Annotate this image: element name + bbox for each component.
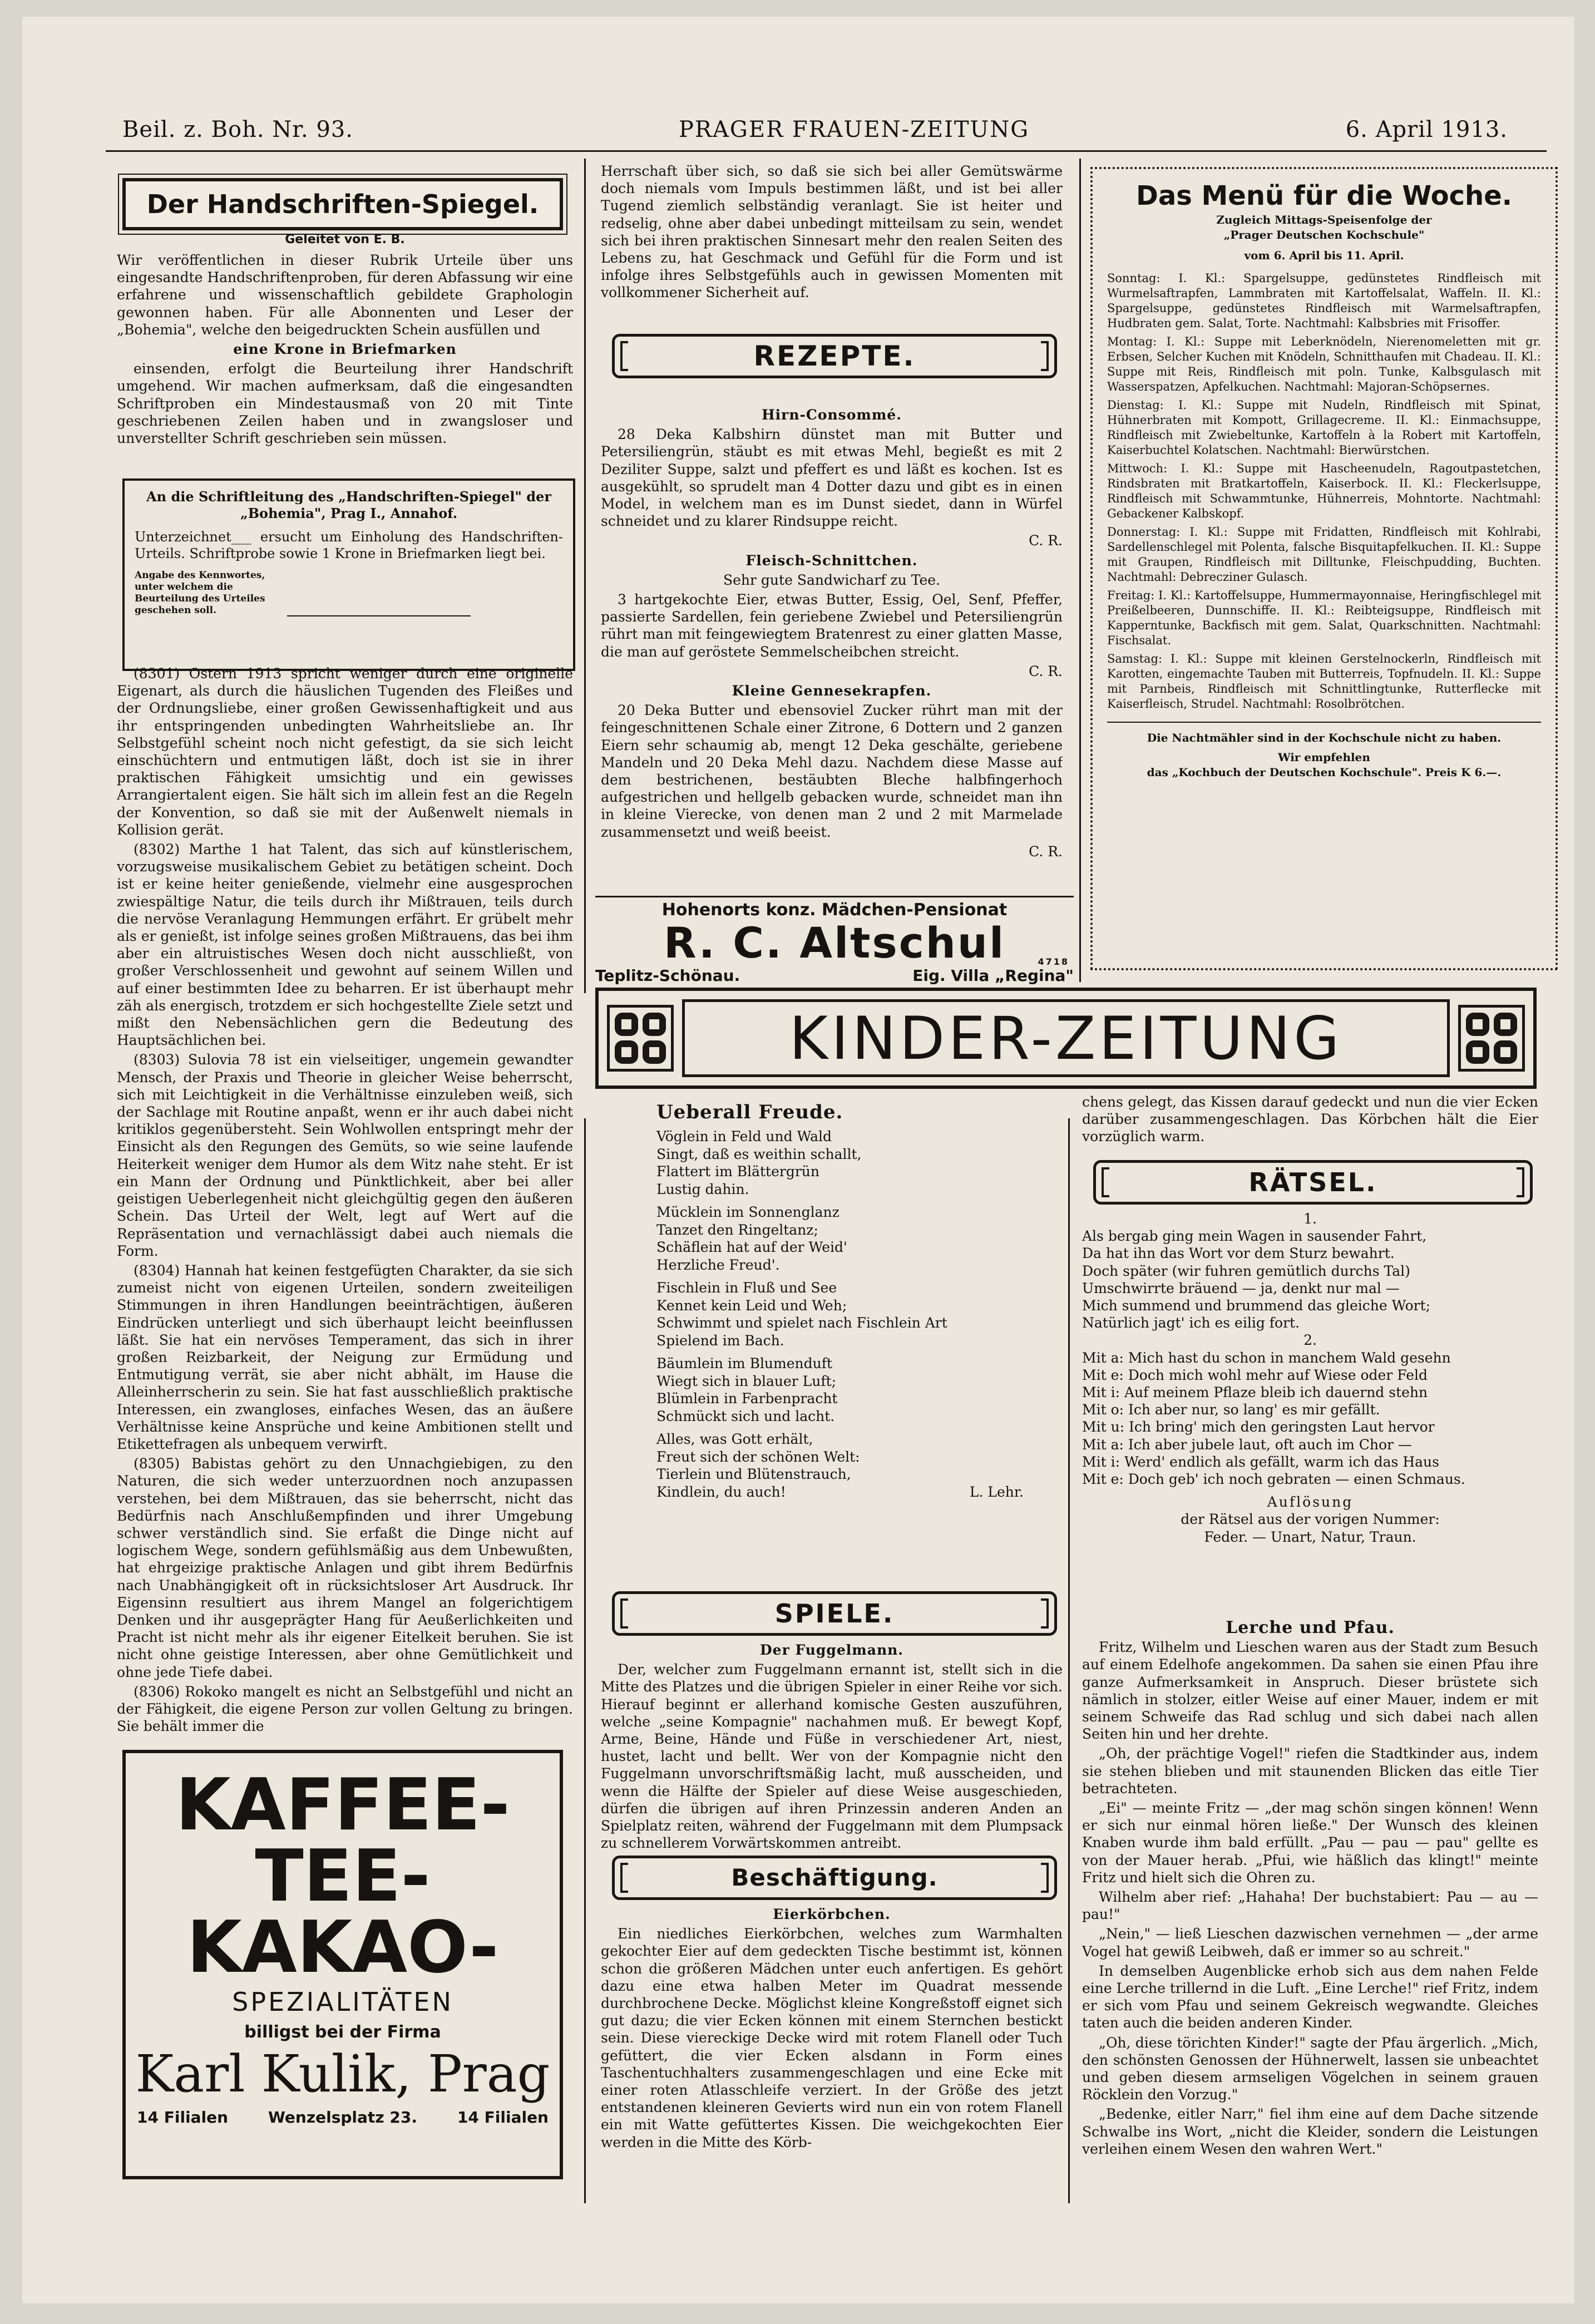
story-title: Lerche und Pfau. [1226, 1619, 1395, 1637]
menu-day: Donnerstag: I. Kl.: Suppe mit Fridatten, Rindfleisch mit Kohlrabi, Sardellenschlegel mit Polenta, falsche Bisquitapfelkuchen. II. Kl.: Suppe mit Graupen, Rindfleisch mit Dilltunke, Fleischpudding, Buchten. Nachtmahl: Debrecziner Gulasch. [1107, 525, 1541, 584]
game-text: Der, welcher zum Fuggelmann ernannt ist, stellt sich in die Mitte des Platzes und die übrigen Spieler in einer Reihe vor sich. Hierauf beginnt er allerhand komische Gesten auszuführen, welche „seine Kompagnie" nachahmen muß. Er bewegt Kopf, Arme, Beine, Hände und Füße in verschiedener Art, niest, hustet, lacht und bellt. Wer von der Kompagnie nicht den Fuggelmann unvorschriftsmäßig lacht, muß ausscheiden, und wenn die Hälfte der Spieler auf diese Weise ausgeschieden, dürfen die übrigen auf ihren Prinzessin anderen Anden an Spielplatz reiten, während der Fuggelmann mit dem Plumpsack zu schnellerem Vorwärtskommen antreibt. [601, 1661, 1063, 1852]
story-paragraph: „Nein," — ließ Lieschen dazwischen vernehmen — „der arme Vogel hat gewiß Leibweh, daß er immer so au schreit." [1082, 1926, 1538, 1960]
menu-subtitle1: Zugleich Mittags-Speisenfolge der [1216, 213, 1432, 226]
menu-footer3: das „Kochbuch der Deutschen Kochschule". Preis K 6.—. [1147, 766, 1502, 779]
ad-line-tee: TEE- [255, 1835, 431, 1918]
poem-line: Singt, daß es weithin schallt, [656, 1146, 862, 1162]
poem-line: Tanzet den Ringeltanz; [656, 1221, 818, 1238]
menu-day: Mittwoch: I. Kl.: Suppe mit Hascheenudeln, Ragoutpastetchen, Rindsbraten mit Bratkartoffeln, Kaiserbock. II. Kl.: Fleckerlsuppe, Rindfleisch mit Schwammtunke, Hühnerreis, Mohntorte. Nachtmahl: Gebackener Kalbskopf. [1107, 462, 1541, 520]
riddle-number: 2. [1303, 1332, 1317, 1349]
poem-text [656, 1128, 1057, 1501]
solution-text: Feder. — Unart, Natur, Traun. [1204, 1528, 1416, 1545]
poem-line: Flattert im Blättergrün [656, 1163, 819, 1180]
entry: (8302) Marthe 1 hat Talent, das sich auf künstlerischem, vorzugsweise musikalischem Gebiet zu betätigen scheint. Doch ist er keine heiter genießende, vielmehr eine ausgesprochen zwiespältige Natur, die teils durch ihr Mißtrauen, teils durch die nervöse Veranlagung Hemmungen erfährt. Er grübelt mehr als er genießt, ist infolge seines großen Mißtrauens, das bei ihm aber ein altruistisches Wesen doch nicht ausschließt, von großer Verschlossenheit und gewohnt auf seinem Willen und auf einer bestimmten Idee zu beharren. Er ist überhaupt mehr zäh als energisch, trotzdem er sich hochgestellte Ziele setzt und mißt den Nebensächlichen gern die Bedeutung des Hauptsächlichen bei. [117, 841, 573, 1049]
poem-line: Vöglein in Feld und Wald [656, 1128, 832, 1145]
spiele-heading: SPIELE. [612, 1591, 1057, 1636]
menu-subtitle2: „Prager Deutschen Kochschule" [1223, 228, 1425, 241]
craft-continuation [1082, 1093, 1538, 1154]
riddle-line: Als bergab ging mein Wagen in sausender Fahrt, [1082, 1228, 1427, 1245]
menu-day: Sonntag: I. Kl.: Spargelsuppe, gedünstetes Rindfleisch mit Wurmelsaftrapfen, Lammbraten mit Kartoffelsalat, Waffeln. II. Kl.: Spargelsuppe, gedünstetes Rindfleisch mit Warmelsaftrapfen, Hudbraten gem. Salat, Torte. Nachtmahl: Kalbsbries mit Frisoffer. [1107, 272, 1541, 330]
poem-line: Spielend im Bach. [656, 1332, 784, 1349]
story-paragraph: „Oh, diese törichten Kinder!" sagte der Pfau ärgerlich. „Mich, den schönsten Genossen der Hühnerwelt, lassen sie unbeachtet und geben diesem armseligen Vögelchen in seinem grauen Röcklein den Vorzug." [1082, 2034, 1538, 2103]
pensionat-advertisement [595, 896, 1074, 985]
coupon-blank-line[interactable] [287, 604, 471, 616]
recipe-subtitle: Sehr gute Sandwicharf zu Tee. [723, 571, 940, 588]
recipe-signature: C. R. [1029, 843, 1063, 860]
raetsel-heading: RÄTSEL. [1093, 1160, 1533, 1205]
kinder-zeitung-title: KINDER-ZEITUNG [682, 999, 1450, 1077]
handwriting-mirror-subtitle: Geleitet von E. B. [285, 233, 405, 246]
menu-day: Samstag: I. Kl.: Suppe mit kleinen Gerstelnockerln, Rindfleisch mit Karotten, eingemachte Tauben mit Butterreis, Topfnudeln. II. Kl.: Suppe mit Parnbeis, Rindfleisch mit Schnittlingtunke, Rutterflecke mit Kaiserfleisch, Strudel. Nachtmahl: Rosolbrötchen. [1107, 652, 1541, 710]
intro-text-2: einsenden, erfolgt die Beurteilung ihrer Handschrift umgehend. Wir machen aufmerksam, daß die eingesandten Schriftproben ein Mindestausmaß von 20 mit Tinte geschriebenen Zeilen haben und in zwangsloser und unverstellter Schrift geschrieben sein müssen. [117, 361, 573, 447]
column-rule-1 [584, 159, 586, 993]
recipe-title: Kleine Gennesekrapfen. [732, 683, 932, 699]
coupon-text: Unterzeichnet___ ersucht um Einholung des Handschriften-Urteils. Schriftprobe sowie 1 Krone in Briefmarken liegt bei. [135, 529, 563, 561]
coupon-address: An die Schriftleitung des „Handschriften-Spiegel" der „Bohemia", Prag I., Annahof. [146, 489, 551, 521]
ad-branches-left: 14 Filialen [137, 2108, 229, 2126]
handwriting-entries [117, 665, 573, 1739]
solution-title: Auflösung [1267, 1494, 1354, 1511]
clover-ornament-icon [599, 996, 682, 1080]
handwriting-continuation [601, 162, 1063, 329]
intro-text: Wir veröffentlichen in dieser Rubrik Urteile über uns eingesandte Handschriftenproben, für deren Abfassung wir eine erfahrene und wissenschaftlich gebildete Graphologin gewonnen haben. Für alle Abonnenten und Leser der „Bohemia", welche den beigedruckten Schein ausfüllen und [117, 252, 573, 338]
menu-footer2: Wir empfehlen [1278, 751, 1370, 764]
recipe-text: 20 Deka Butter und ebensoviel Zucker rührt man mit der feingeschnittenen Schale einer Zitrone, 6 Dottern und 2 ganzen Eiern sehr schaumig ab, mengt 12 Deka geschälte, geriebene Mandeln und 20 Deka Mehl dazu. Nachdem diese Masse auf dem bestrichenen, bestäubten Bleche halbfingerhoch aufgestrichen und hellgelb gebacken wurde, schneidet man ihn in kleine Vierecke, von denen man 2 und 2 mit Marmelade zusammensetzt und weiß beeist. [601, 702, 1063, 840]
coupon-note: Angabe des Kennwortes, unter welchem die Beurteilung des Urteiles geschehen soll. [135, 570, 265, 616]
solution-subtitle: der Rätsel aus der vorigen Nummer: [1181, 1511, 1440, 1528]
recipes-body [601, 406, 1063, 896]
newspaper-title: PRAGER FRAUEN-ZEITUNG [679, 117, 1030, 142]
handwriting-mirror-title: Der Handschriften-Spiegel. [122, 178, 563, 230]
poem-line: Kindlein, du auch! [656, 1483, 786, 1500]
ad-company-name: Karl Kulik, Prag [135, 2044, 550, 2104]
menu-day: Freitag: I. Kl.: Kartoffelsuppe, Hummermayonnaise, Heringfischlegel mit Preißelbeeren, Dunnschiffe. II. Kl.: Reibteigsuppe, Rindfleisch mit Kapperntunke, Backfisch mit gem. Salat, Quarkschnitten. Nachtmahl: Fischsalat. [1107, 589, 1541, 647]
pensionat-town: Teplitz-Schönau. [595, 966, 740, 985]
menu-day: Montag: I. Kl.: Suppe mit Leberknödeln, Nierenomeletten mit gr. Erbsen, Selcher Kuchen mit Knödeln, Schnitthaufen mit Chadeau. II. Kl.: Suppe mit Reis, Rindfleisch mit poln. Tunke, Kalbsgulasch mit Wasserspatzen, Apfelkuchen. Nachtmahl: Majoran-Schöpsernes. [1107, 335, 1541, 393]
entry: (8303) Sulovia 78 ist ein vielseitiger, ungemein gewandter Mensch, der Praxis und Theorie in gleicher Weise beherrscht, sich mit Leichtigkeit in die Verhältnisse einzuleben weiß, sich der Sachlage mit Routine anpaßt, wenn er ihr auch dabei nicht kritiklos gegenübersteht. Sein Wohlwollen entspringt mehr der Einsicht als den Regungen des Gemüts, so wie seine laufende Heiterkeit weniger dem Humor als dem Witz nahe steht. Er ist ein Mann der Ordnung und Pünktlichkeit, aber bei aller geistigen Ueberlegenheit nicht gleichgültig gegen den äußeren Schein. Das Urteil der Welt, legt auf Wert auf die Repräsentation und vernachlässigt dabei auch niemals die Form. [117, 1052, 573, 1259]
weekly-menu [1090, 167, 1558, 970]
running-head [122, 111, 1508, 156]
header-rule [106, 150, 1547, 152]
crown-note: eine Krone in Briefmarken [233, 341, 457, 358]
story-paragraph: In demselben Augenblicke erhob sich aus dem nahen Felde eine Lerche trillernd in die Luft. „Eine Lerche!" rief Fritz, indem er sich vom Pfau und seinem Gekreisch wegwandte. Gleiches taten auch die beiden anderen Kinder. [1082, 1962, 1538, 2031]
riddle-line: Mit i: Auf meinem Pflaze bleib ich dauernd stehn [1082, 1384, 1428, 1401]
kinder-zeitung-banner [595, 988, 1537, 1089]
poem-block [634, 1102, 1057, 1586]
poem-title: Ueberall Freude. [656, 1102, 843, 1123]
riddles-body [1082, 1210, 1538, 1622]
poem-line: Wiegt sich in blauer Luft; [656, 1373, 837, 1389]
poem-line: Schwimmt und spielet nach Fischlein Art [656, 1315, 947, 1331]
ad-line-kakao: KAKAO- [186, 1906, 499, 1989]
entry: (8306) Rokoko mangelt es nicht an Selbstgefühl und nicht an der Fähigkeit, die eigene Person zur vollen Geltung zu bringen. Sie behält immer die [117, 1683, 573, 1735]
recipes-heading: REZEPTE. [612, 334, 1057, 378]
recipe-title: Fleisch-Schnittchen. [745, 552, 918, 569]
recipe-title: Hirn-Consommé. [762, 407, 902, 423]
story-body [1082, 1619, 1538, 2198]
pensionat-code: 4718 [1038, 956, 1069, 967]
recipe-text: 3 hartgekochte Eier, etwas Butter, Essig, Oel, Senf, Pfeffer, passierte Sardellen, fein geriebene Zwiebel und Petersiliengrün rührt man mit feingewiegtem Bratenrest zu einer glatten Masse, die man auf geröstete Semmelscheibchen streicht. [601, 591, 1063, 660]
pensionat-line1: Hohenorts konz. Mädchen-Pensionat [661, 900, 1008, 920]
craft-text: Ein niedliches Eierkörbchen, welches zum Warmhalten gekochter Eier auf dem gedeckten Tische bestimmt ist, können schon die größeren Mädchen unter euch anfertigen. Es gehört dazu eine etwa halben Meter im Quadrat messende durchbrochene Decke. Möglichst kleine Kongreßstoff eignet sich gut dazu; die vier Ecken können mit einem Sternchen bestickt sein. Diese viereckige Decke wird mit rotem Flanell oder Tuch gefüttert, die vier Ecken alsdann in Form eines Taschentuchhalters zusammengeschlagen und eine Ecke mit einer roten Atlasschleife verziert. In der Größe des jetzt entstandenen kleineren Gevierts wird nun ein von rotem Flanell ein mit Watte gefüttertes Kissen. Die weichgekochten Eier werden in die Mitte des Körb- [601, 1926, 1063, 2150]
continuation-text: Herrschaft über sich, so daß sie sich bei aller Gemütswärme doch niemals vom Impuls bestimmen läßt, und ist bei aller Tugend ziemlich selbständig veranlagt. Sie ist heiter und redselig, ohne aber dabei unbedingt mitteilsam zu sein, wendet sich bei ihren praktischen Sinnesart mehr den realen Seiten des Lebens zu, hat Geschmack und Gefühl für die Form und ist infolge ihres Selbstgefühls auch in gewissen Momenten mit vollkommener Sicherheit auf. [601, 163, 1063, 301]
craft-continuation-text: chens gelegt, das Kissen darauf gedeckt und nun die vier Ecken darüber zusammengeschlagen. Das Körbchen hält die Eier vorzüglich warm. [1082, 1094, 1538, 1145]
column-rule-3 [584, 1118, 586, 2203]
riddle-line: Mit e: Doch mich wohl mehr auf Wiese oder Feld [1082, 1366, 1428, 1383]
clover-ornament-icon [1450, 996, 1533, 1080]
poem-line: Kennet kein Leid und Weh; [656, 1297, 847, 1314]
ad-line-firma: billigst bei der Firma [244, 2022, 441, 2042]
entry: (8301) Ostern 1913 spricht weniger durch eine originelle Eigenart, als durch die häuslichen Tugenden des Fleißes und der Ordnungsliebe, einer großen Gewissenhaftigkeit und aus ihr entspringenden unbedingten Wahrheitsliebe an. Ihr Selbstgefühl scheint noch nicht gefestigt, da sie sich leicht einschüchtern und entmutigen läßt, doch ist sie in ihrer praktischen Fähigkeit umsichtig und ein gewisses Arrangiertalent eigen. Sie hält sich im allein fest an die Regeln der Konvention, so daß sie mit der Außenwelt niemals in Kollision gerät. [117, 665, 573, 838]
menu-dates: vom 6. April bis 11. April. [1244, 249, 1404, 262]
column-rule-2 [1079, 159, 1081, 982]
poem-line: Blümlein in Farbenpracht [656, 1390, 838, 1407]
story-paragraph: Fritz, Wilhelm und Lieschen waren aus der Stadt zum Besuch auf einem Edelhofe angekommen. Da sahen sie einen Pfau ihre ganze Aufmerksamkeit in Anspruch. Dieser brüstete sich nämlich in stolzer, eitler Weise auf einer Mauer, indem er mit seinem Schweife das Rad schlug und sich dabei nach allen Seiten hin und her drehte. [1082, 1639, 1538, 1743]
menu-title: Das Menü für die Woche. [1135, 180, 1513, 211]
ad-rule [595, 896, 1074, 897]
poem-line: Schäflein hat auf der Weid' [656, 1239, 847, 1256]
riddle-line: Natürlich jagt' ich es eilig fort. [1082, 1315, 1300, 1331]
recipe-signature: C. R. [1029, 663, 1063, 679]
recipe-signature: C. R. [1029, 532, 1063, 549]
ad-address: Wenzelsplatz 23. [268, 2108, 417, 2126]
poem-line: Lustig dahin. [656, 1181, 749, 1197]
issue-label: Beil. z. Boh. Nr. 93. [122, 117, 354, 142]
coffee-advertisement [122, 1750, 563, 2179]
riddle-number: 1. [1303, 1211, 1317, 1227]
beschaeftigung-heading: Beschäftigung. [612, 1856, 1057, 1900]
riddle-line: Umschwirrte bräuend — ja, denkt nur mal — [1082, 1280, 1400, 1296]
poem-line: Alles, was Gott erhält, [656, 1431, 813, 1448]
order-coupon [122, 478, 575, 671]
riddle-line: Da hat ihn das Wort vor dem Sturz bewahrt. [1082, 1245, 1395, 1262]
riddle-line: Mit a: Ich aber jubele laut, oft auch im Chor — [1082, 1436, 1412, 1453]
beschaeftigung-body [601, 1906, 1063, 2200]
game-title: Der Fuggelmann. [759, 1642, 904, 1658]
ad-branches-right: 14 Filialen [457, 2108, 549, 2126]
poem-line: Tierlein und Blütenstrauch, [656, 1466, 851, 1483]
riddle-line: Mit a: Mich hast du schon in manchem Wald gesehn [1082, 1349, 1451, 1366]
pensionat-name: R. C. Altschul [663, 918, 1006, 968]
recipe-text: 28 Deka Kalbshirn dünstet man mit Butter und Petersiliengrün, stäubt es mit etwas Mehl, begießt es mit 2 Deziliter Suppe, salzt und pfeffert es und läßt es kochen. Ist es ausgekühlt, so sprudelt man 4 Dotter dazu und gibt es in einen Model, in welchem man es im Dunst siedet, dann in Würfel schneidet und zu klarer Rindsuppe reicht. [601, 426, 1063, 530]
story-paragraph: „Oh, der prächtige Vogel!" riefen die Stadtkinder aus, indem sie stehen blieben und mit staunenden Blicken das eitle Tier betrachteten. [1082, 1745, 1538, 1797]
newspaper-page [22, 17, 1574, 2303]
menu-day: Dienstag: I. Kl.: Suppe mit Nudeln, Rindfleisch mit Spinat, Hühnerbraten mit Kompott, Grillagecreme. II. Kl.: Einmachsuppe, Rindfleisch mit Zwiebeltunke, Kartoffeln à la Robert mit Kartoffeln, Kaiserbuchtel Kolatschen. Nachtmahl: Bierwürstchen. [1107, 398, 1541, 457]
menu-footer1: Die Nachtmähler sind in der Kochschule nicht zu haben. [1107, 722, 1541, 746]
pensionat-villa: Eig. Villa „Regina" [912, 966, 1074, 985]
poem-line: Fischlein in Fluß und See [656, 1280, 837, 1296]
poem-line: Mücklein im Sonnenglanz [656, 1204, 840, 1221]
riddle-line: Mich summend und brummend das gleiche Wort; [1082, 1297, 1431, 1314]
poem-line: Herzliche Freud'. [656, 1256, 780, 1273]
riddle-line: Mit e: Doch geb' ich noch gebraten — einen Schmaus. [1082, 1471, 1465, 1488]
story-paragraph: „Ei" — meinte Fritz — „der mag schön singen können! Wenn er sich nur einmal hören ließe." Der Wunsch des kleinen Knaben wurde ihm bald erfüllt. „Pau — pau — pau" gellte es von der Mauer herab. „Pfui, wie häßlich das klingt!" meinte Fritz und hielt sich die Ohren zu. [1082, 1800, 1538, 1886]
poem-author: L. Lehr. [969, 1483, 1024, 1500]
handwriting-intro [117, 251, 573, 474]
riddle-line: Mit u: Ich bring' mich den geringsten Laut hervor [1082, 1419, 1435, 1435]
poem-line: Bäumlein im Blumenduft [656, 1355, 833, 1372]
riddle-line: Mit o: Ich aber nur, so lang' es mir gefällt. [1082, 1402, 1380, 1418]
poem-line: Schmückt sich und lacht. [656, 1408, 835, 1424]
craft-title: Eierkörbchen. [773, 1906, 891, 1922]
story-paragraph: Wilhelm aber rief: „Hahaha! Der buchstabiert: Pau — au — pau!" [1082, 1889, 1538, 1923]
column-rule-4 [1068, 1118, 1070, 2203]
poem-line: Freut sich der schönen Welt: [656, 1448, 860, 1465]
entry: (8304) Hannah hat keinen festgefügten Charakter, da sie sich zumeist nicht von eigenen Urteilen, sondern zweiteiligen Stimmungen in ihren Handlungen beeinträchtigen, äußeren Eindrücken unterliegt und sich überhaupt leicht beeinflussen läßt. Sie hat ein nervöses Temperament, das sich in ihrer großen Reizbarkeit, der Neigung zur Ermüdung und Entmutigung verrät, sie aber nicht abhält, im Hause die Alleinherrscherin zu sein. Sie hat fast ausschließlich praktische Interessen, ein zwangloses, einfaches Wesen, das an äußere Verhältnisse keine Ansprüche und keine Ambitionen stellt und Etikettefragen als unbequem verwirft. [117, 1262, 573, 1452]
riddle-line: Doch später (wir fuhren gemütlich durchs Tal) [1082, 1262, 1410, 1279]
ad-line-kaffee: KAFFEE- [175, 1764, 510, 1847]
ad-line-spezialitaeten: SPEZIALITÄTEN [232, 1987, 453, 2017]
riddle-line: Mit i: Werd' endlich als gefällt, warm ich das Haus [1082, 1453, 1439, 1470]
spiele-body [601, 1641, 1063, 1875]
issue-date: 6. April 1913. [1345, 117, 1508, 142]
entry: (8305) Babistas gehört zu den Unnachgiebigen, zu den Naturen, die sich weder unterzuordnen noch anzupassen verstehen, bei dem Mißtrauen, das sie beherrscht, nicht das Bedürfnis nach Anschlußempfinden und ihrer Umgebung schwer verständlich sind. Sie erfaßt die Dinge nicht auf logischem Wege, sondern gefühlsmäßig aus dem Unbewußten, hat ehrgeizige praktische Anlagen und gibt ihrem Bedürfnis nach Unabhängigkeit oft in rücksichtsloser Art Ausdruck. Ihr Eigensinn resultiert aus ihrem Mangel an folgerichtigem Denken und ihr ausgeprägter Hang für Aeußerlichkeiten und Pracht ist nicht mehr als ihr eigener Eitelkeit beruhen. Sie ist nicht ohne geistige Interessen, aber ohne Gemütlichkeit und ohne jede Tiefe dabei. [117, 1455, 573, 1680]
story-paragraph: „Bedenke, eitler Narr," fiel ihm eine auf dem Dache sitzende Schwalbe ins Wort, „nicht die Kleider, sondern die Leistungen verleihen einem Wesen den wahren Wert." [1082, 2106, 1538, 2157]
